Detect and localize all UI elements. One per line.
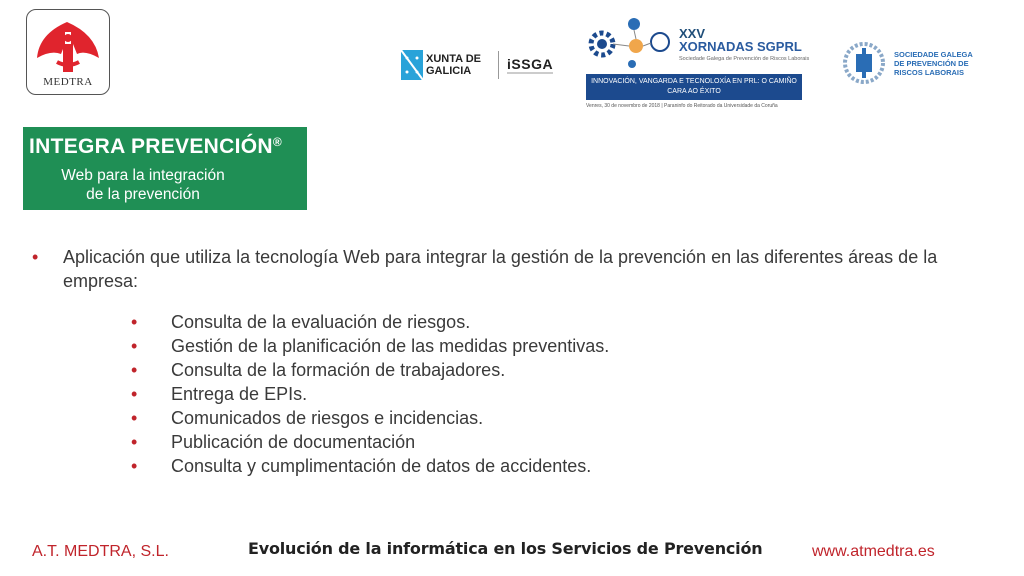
banner-subtitle xyxy=(23,166,263,204)
integra-prevencion-banner xyxy=(23,127,307,210)
banner-subtitle-line1: Web para la integración xyxy=(61,167,225,184)
logo-divider xyxy=(498,51,499,79)
banner-subtitle-line2: de la prevención xyxy=(86,186,200,203)
xornadas-subtitle: Sociedade Galega de Prevención de Riscos Laborais xyxy=(679,56,810,62)
registered-mark: ® xyxy=(272,135,282,149)
xunta-text: XUNTA DE GALICIA xyxy=(426,53,481,77)
medtra-emblem-icon xyxy=(27,14,111,84)
sociedade-emblem-icon xyxy=(842,40,886,86)
xornadas-sgprl-logo xyxy=(584,16,810,112)
list-item: • Consulta de la formación de trabajadores. xyxy=(131,360,506,380)
footer-title: Evolución de la informática en los Servicios de Prevención xyxy=(248,539,763,558)
xunta-flag-icon xyxy=(401,50,423,80)
xornadas-title: XORNADAS SGPRL xyxy=(679,39,802,54)
xornadas-numeral: XXV xyxy=(679,26,706,41)
xunta-issga-logo xyxy=(401,50,553,80)
sociedade-galega-logo xyxy=(842,40,984,86)
main-bullet-text: Aplicación que utiliza la tecnología Web para integrar la gestión de la prevención en las diferentes áreas de la empresa: xyxy=(63,247,938,291)
footer-website-link[interactable]: www.atmedtra.es xyxy=(812,543,935,560)
bullet-marker: • xyxy=(32,247,39,267)
medtra-logo xyxy=(26,9,110,95)
xornadas-date: Venres, 30 de novembro de 2018 | Paraninfo do Reitorado da Universidade da Coruña xyxy=(586,103,778,109)
medtra-logo-text: MEDTRA xyxy=(43,76,93,88)
list-item: • Gestión de la planificación de las medidas preventivas. xyxy=(131,336,610,356)
sub-bullet-list xyxy=(32,310,952,478)
issga-underline xyxy=(507,72,553,74)
banner-title: INTEGRA PREVENCIÓN® xyxy=(29,135,282,158)
sociedade-text: SOCIEDADE GALEGA DE PREVENCIÓN DE RISCOS LABORAIS xyxy=(894,49,973,77)
list-item: • Entrega de EPIs. xyxy=(131,384,308,404)
main-bullet xyxy=(32,245,952,293)
list-item: • Consulta de la evaluación de riesgos. xyxy=(131,312,471,332)
content-body xyxy=(32,245,952,478)
footer-company: A.T. MEDTRA, S.L. xyxy=(32,543,169,560)
list-item: • Publicación de documentación xyxy=(131,432,416,452)
list-item: • Comunicados de riesgos e incidencias. xyxy=(131,408,484,428)
xornadas-theme-band: INNOVACIÓN, VANGARDA E TECNOLOXÍA EN PRL: O CAMIÑO CARA AO ÉXITO xyxy=(586,74,802,100)
issga-text: iSSGA xyxy=(507,56,554,72)
gears-network-icon xyxy=(584,16,676,72)
list-item: • Consulta y cumplimentación de datos de accidentes. xyxy=(131,456,592,476)
